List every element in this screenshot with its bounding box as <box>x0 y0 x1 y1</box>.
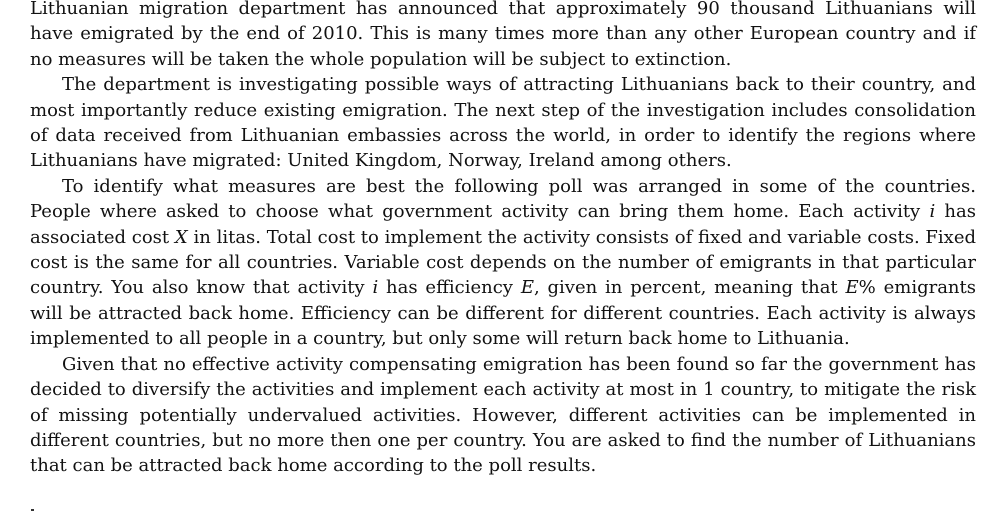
paragraph-3-text: has efficiency <box>378 277 521 299</box>
paragraph-3-text: in litas. Total cost to implement the activity consists of fixed and variable costs. Fixed cost is the same for all countries. Variable cost depends on the number of emigrants in that particular country. You also know that activity <box>30 226 976 299</box>
paragraph-3-text: To identify what measures are best the following poll was arranged in some of the countries. People where asked to choose what government activity can bring them home. Each activity <box>30 175 976 223</box>
paragraph-2 <box>30 72 976 174</box>
paragraph-1-text: Lithuanian migration department has announced that approximately 90 thousand Lithuanians will have emigrated by the end of 2010. This is many times more than any other European country and if no measures will be taken the whole population will be subject to extinction. <box>30 0 976 70</box>
document-body <box>30 0 976 479</box>
paragraph-3-text: has associated cost <box>30 201 976 248</box>
paragraph-1 <box>30 0 976 72</box>
paragraph-4 <box>30 352 976 479</box>
math-var-x: X <box>174 226 188 248</box>
paragraph-3 <box>30 174 976 352</box>
paragraph-4-text: Given that no effective activity compensating emigration has been found so far the government has decided to diversify the activities and implement each activity at most in 1 country, to mitigate the risk of missing potentially undervalued activities. However, different activities can be implemented in different countries, but no more then one per country. You are asked to find the number of Lithuanians that can be attracted back home according to the poll results. <box>30 353 976 477</box>
paragraph-3-text: , given in percent, meaning that <box>533 277 846 299</box>
paragraph-2-text: The department is investigating possible ways of attracting Lithuanians back to their country, and most importantly reduce existing emigration. The next step of the investigation includes consolidation of data received from Lithuanian embassies across the world, in order to identify the regions where Lithuanians have migrated: United Kingdom, Norway, Ireland among others. <box>30 74 976 172</box>
math-var-i: i <box>372 277 379 299</box>
math-var-e: E <box>520 277 534 299</box>
math-var-e: E <box>845 277 859 299</box>
stray-mark <box>31 509 34 511</box>
paragraph-3-text: % emigrants will be attracted back home. Efficiency can be different for different countries. Each activity is always implemented to all people in a country, but only some will return back home to Lithuania. <box>30 277 976 350</box>
math-var-i: i <box>929 201 936 223</box>
